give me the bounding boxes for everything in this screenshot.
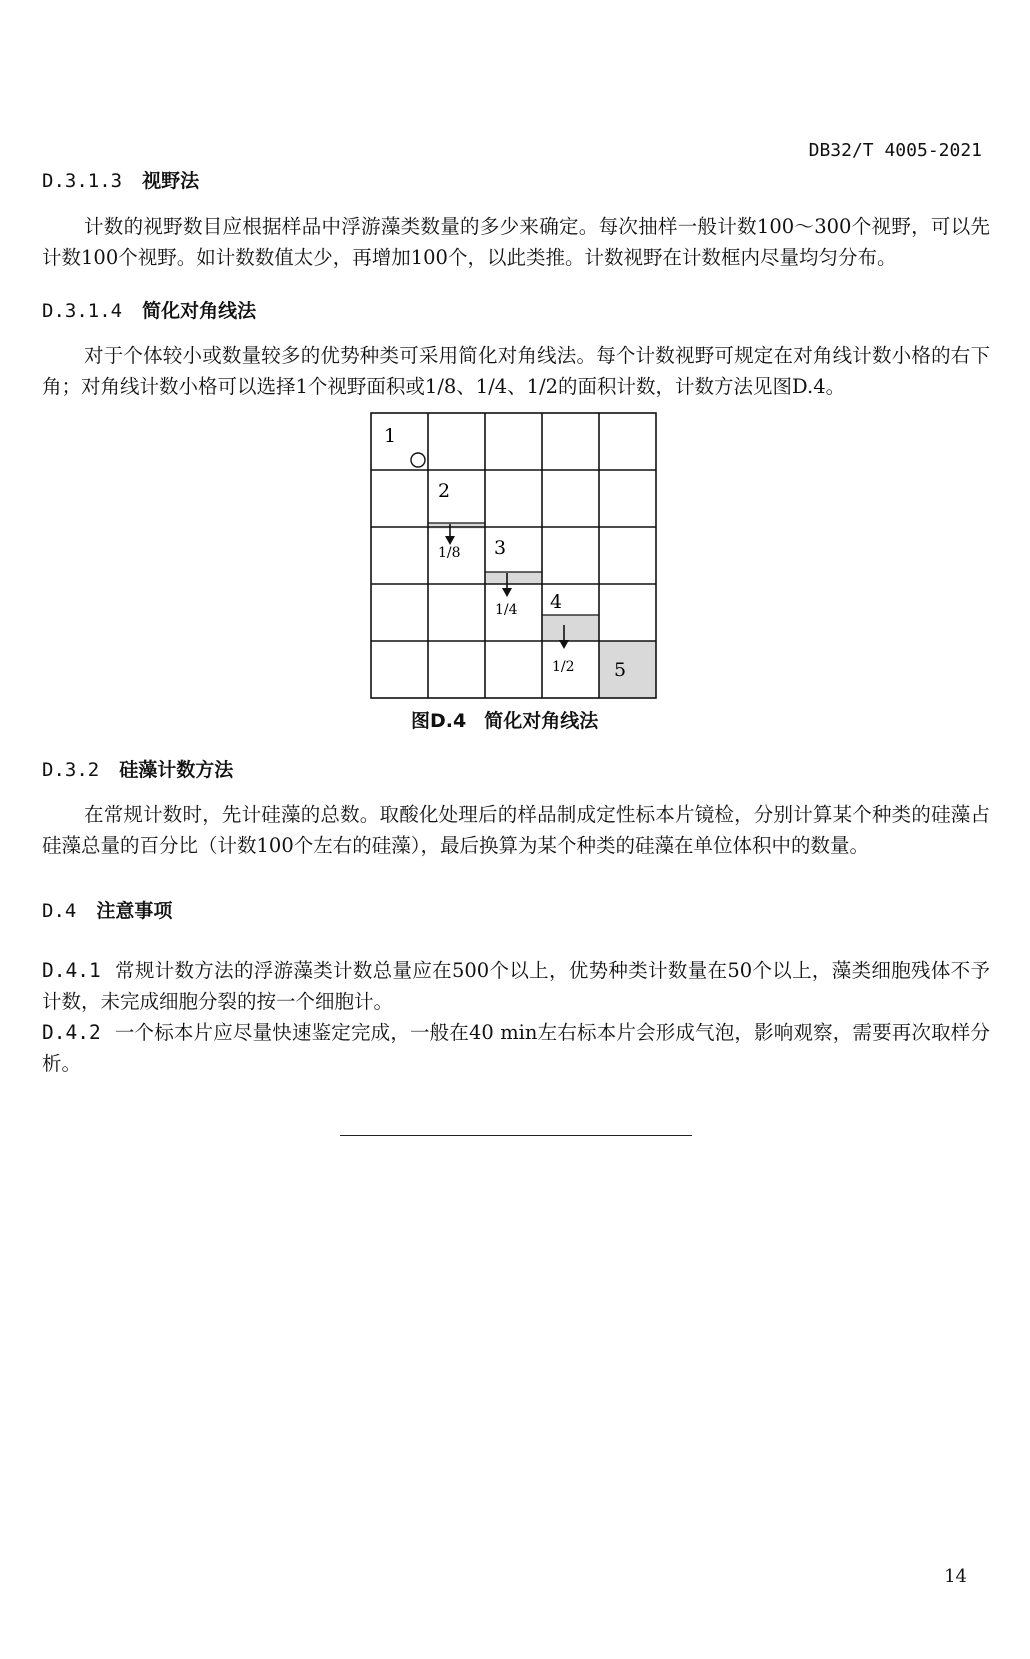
end-rule <box>340 1135 692 1136</box>
section-title: 视野法 <box>142 170 200 192</box>
arrow-down-icon <box>445 536 455 545</box>
document-id: DB32/T 4005-2021 <box>808 140 982 161</box>
section-number: D.3.1.4 <box>42 300 123 322</box>
section-number: D.4 <box>42 900 77 922</box>
figure-caption <box>411 706 598 733</box>
page-number: 14 <box>944 1566 967 1587</box>
paragraph-d-3-1-3: 计数的视野数目应根据样品中浮游藻类数量的多少来确定。每次抽样一般计数100～300个视野，可以先计数100个视野。如计数数值太少，再增加100个，以此类推。计数视野在计数框内尽量均匀分布。 <box>42 215 990 269</box>
section-number: D.3.1.3 <box>42 170 123 192</box>
heading-d-4 <box>42 896 172 923</box>
fraction-label-1-8: 1/8 <box>438 545 461 561</box>
paragraph-d-3-2: 在常规计数时，先计硅藻的总数。取酸化处理后的样品制成定性标本片镜检，分别计算某个种类的硅藻占硅藻总量的百分比（计数100个左右的硅藻），最后换算为某个种类的硅藻在单位体积中的数量。 <box>42 803 990 857</box>
section-number: D.4.1 <box>42 959 101 982</box>
shade-1-4 <box>485 572 542 584</box>
section-title: 简化对角线法 <box>142 300 257 322</box>
field-circle-icon <box>411 453 425 467</box>
section-number: D.4.2 <box>42 1021 101 1044</box>
heading-d-3-1-4 <box>42 296 256 323</box>
figure-caption-id: 图D.4 <box>411 710 467 732</box>
paragraph-d-4-1 <box>42 955 990 1017</box>
paragraph-text: 常规计数方法的浮游藻类计数总量应在500个以上，优势种类计数量在50个以上，藻类细胞残体不予计数，未完成细胞分裂的按一个细胞计。 <box>42 959 990 1013</box>
cell-label-3: 3 <box>494 537 507 559</box>
figure-caption-title: 简化对角线法 <box>484 710 599 732</box>
diagonal-method-figure <box>370 412 662 704</box>
paragraph-d-4-2 <box>42 1017 990 1079</box>
section-title: 硅藻计数方法 <box>119 759 234 781</box>
heading-d-3-1-3 <box>42 166 199 193</box>
arrow-down-icon <box>502 588 512 597</box>
cell-label-1: 1 <box>384 425 397 447</box>
arrow-down-icon <box>559 640 569 649</box>
heading-d-3-2 <box>42 755 233 782</box>
section-title: 注意事项 <box>96 900 173 922</box>
cell-label-5: 5 <box>614 659 627 681</box>
cell-label-2: 2 <box>438 480 451 502</box>
fraction-label-1-2: 1/2 <box>552 659 575 675</box>
paragraph-text: 一个标本片应尽量快速鉴定完成，一般在40 min左右标本片会形成气泡，影响观察，需要再次取样分析。 <box>42 1021 990 1075</box>
shade-full <box>599 641 656 698</box>
fraction-label-1-4: 1/4 <box>495 602 518 618</box>
cell-label-4: 4 <box>550 591 563 613</box>
section-number: D.3.2 <box>42 759 100 781</box>
paragraph-d-3-1-4: 对于个体较小或数量较多的优势种类可采用简化对角线法。每个计数视野可规定在对角线计数小格的右下角；对角线计数小格可以选择1个视野面积或1/8、1/4、1/2的面积计数，计数方法见图D.4。 <box>42 344 990 398</box>
shade-1-2 <box>542 615 599 641</box>
